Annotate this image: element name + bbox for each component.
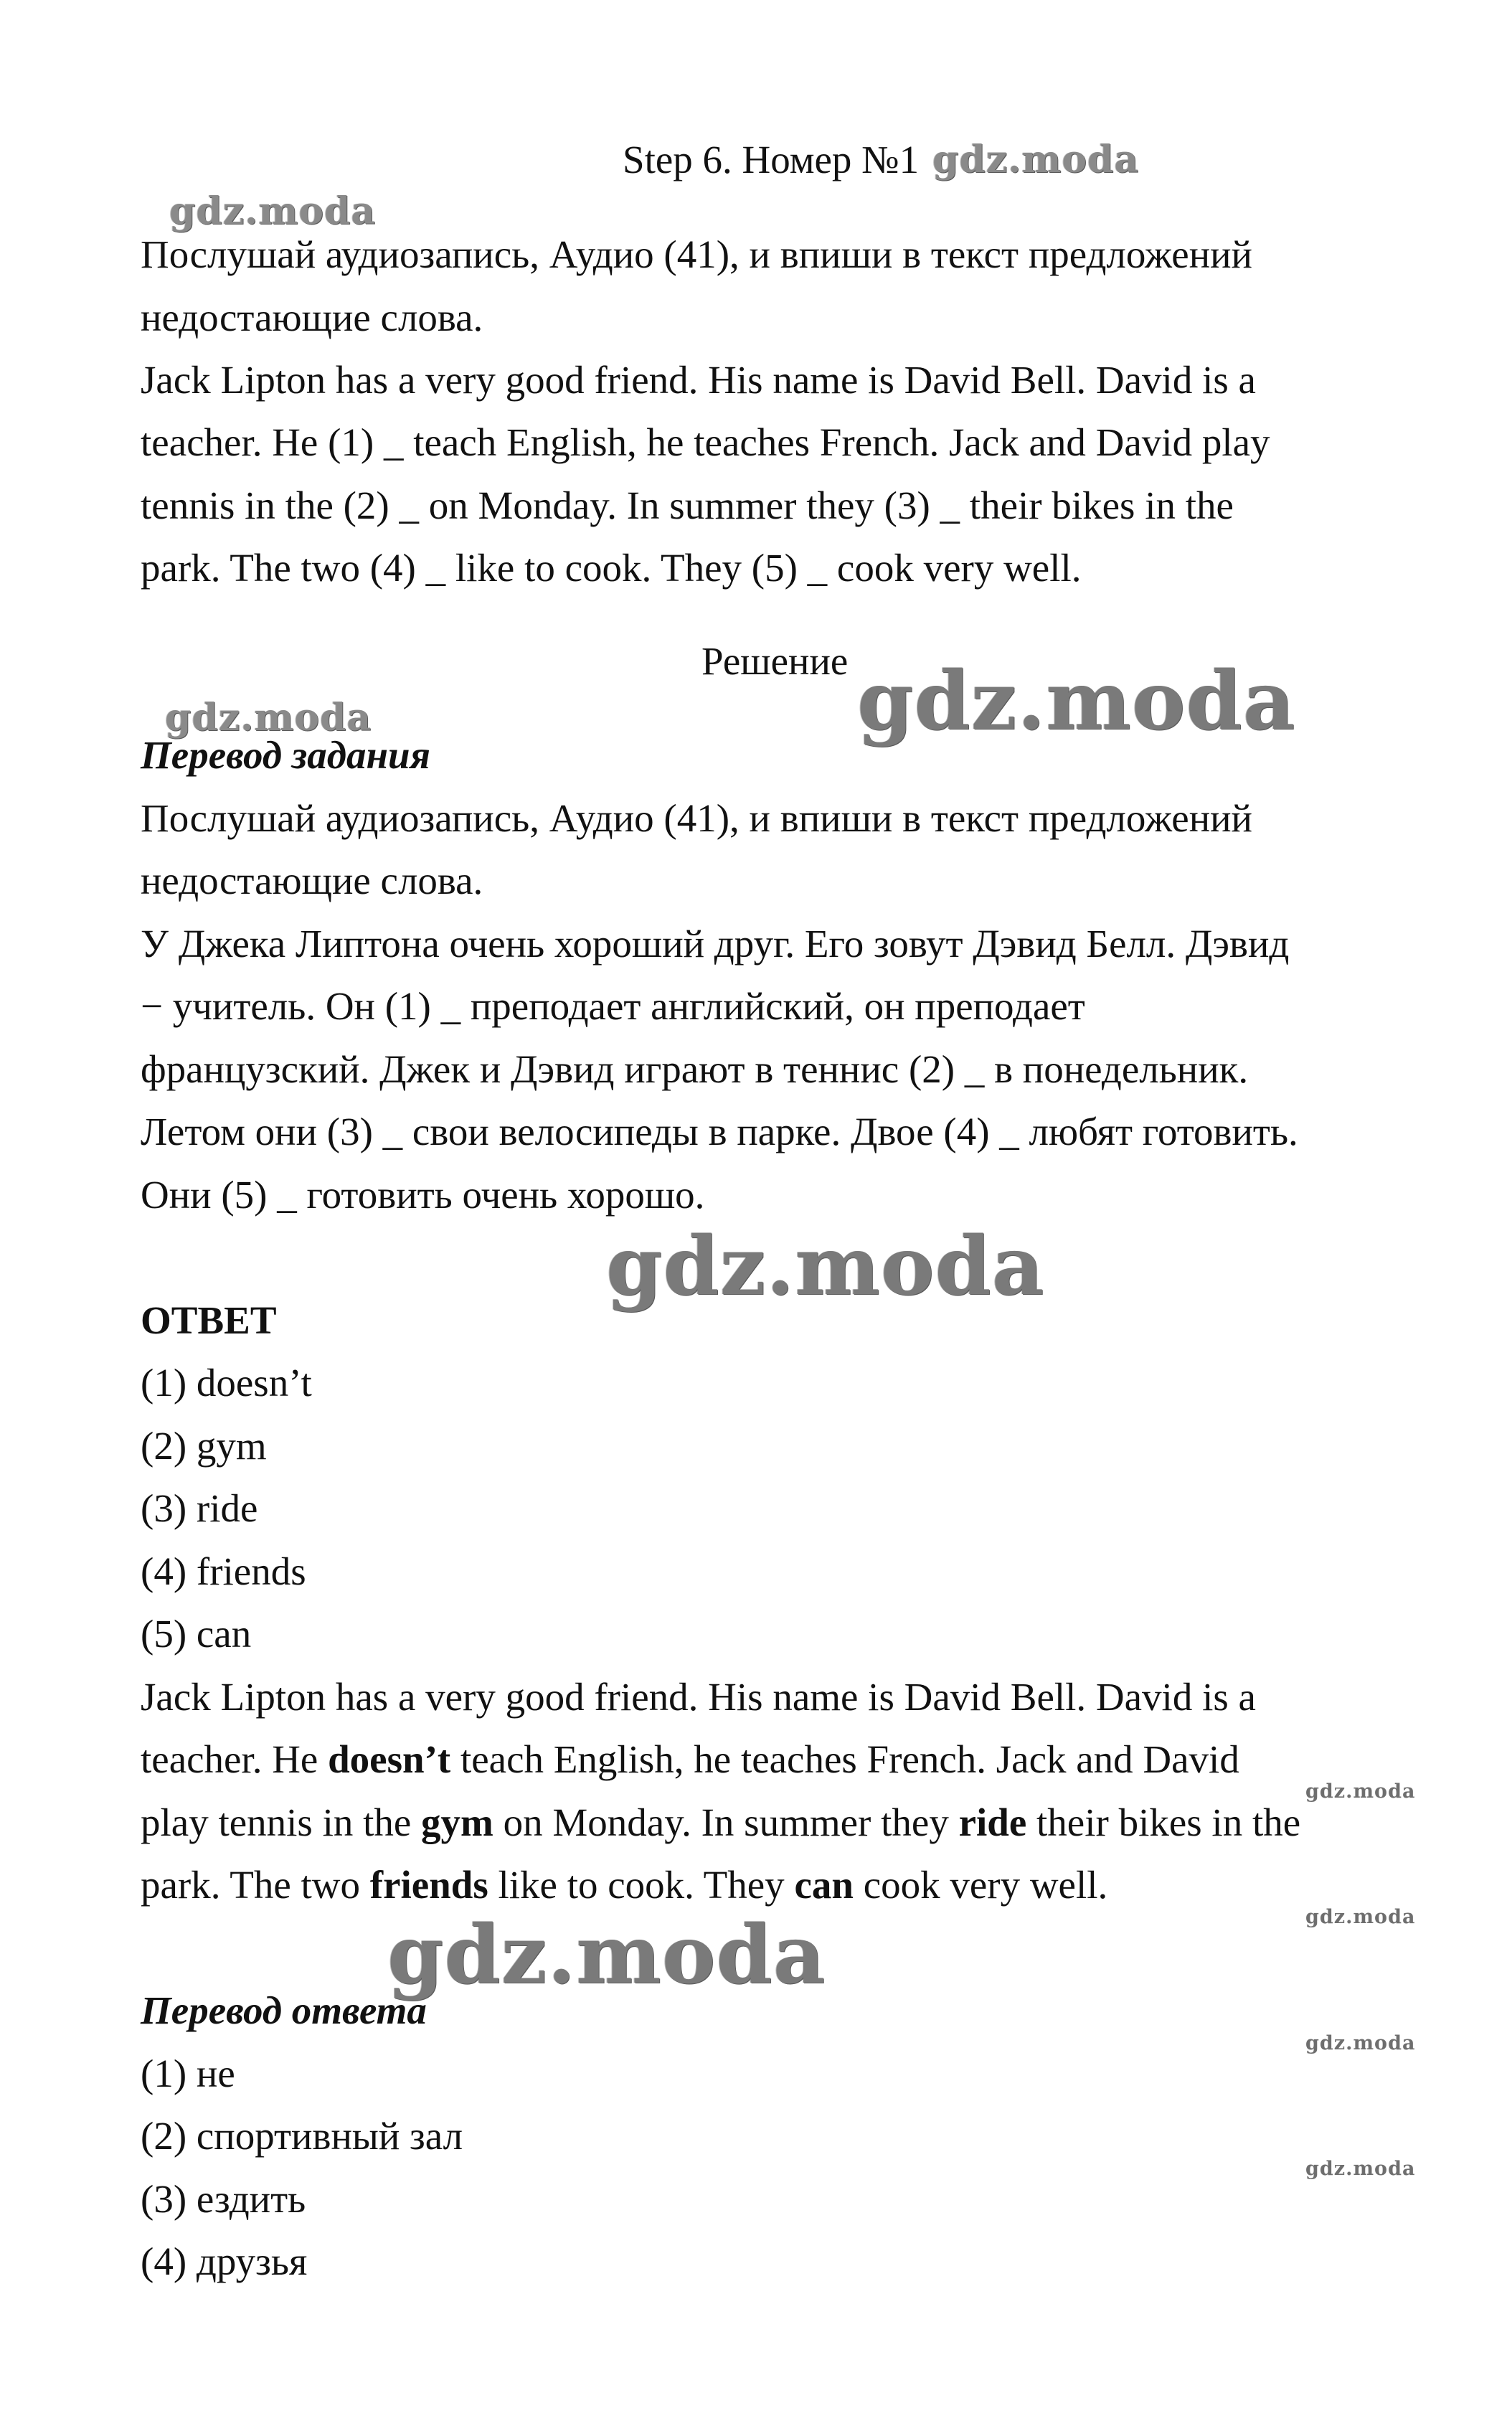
answer-translation-heading: Перевод ответа [141, 1988, 427, 2032]
answer-text-line-4 [141, 1861, 1107, 1909]
translation-line-3: У Джека Липтона очень хороший друг. Его зовут Дэвид Белл. Дэвид [141, 922, 1290, 966]
answer-highlight-5: can [794, 1863, 854, 1907]
task-text-line-1: Jack Lipton has a very good friend. His name is David Bell. David is a [141, 358, 1256, 402]
translation-line-6: Летом они (3) _ свои велосипеды в парке. Двое (4) _ любят готовить. [141, 1110, 1298, 1153]
answer-text-segment: on Monday. In summer they [493, 1800, 959, 1844]
answer-text-segment: like to cook. They [488, 1863, 795, 1907]
answer-text-line-1: Jack Lipton has a very good friend. His name is David Bell. David is a [141, 1675, 1256, 1719]
task-text-line-2: teacher. He (1) _ teach English, he teaches French. Jack and David play [141, 420, 1270, 464]
answer-heading: ОТВЕТ [141, 1298, 277, 1342]
answer-text-segment: cook very well. [853, 1863, 1108, 1907]
watermark: gdz.moda [169, 189, 377, 233]
watermark: gdz.moda [857, 654, 1296, 748]
answer-translation-item-3: (3) ездить [141, 2177, 306, 2221]
answer-text-segment: teach English, he teaches French. Jack and David [450, 1737, 1239, 1781]
watermark: gdz.moda [165, 696, 372, 740]
solution-label: Решение [701, 639, 849, 683]
watermark: gdz.moda [1305, 2032, 1416, 2054]
answer-text-segment: park. The two [141, 1863, 370, 1907]
answer-text-line-2 [141, 1736, 1239, 1783]
answer-highlight-2: gym [421, 1800, 493, 1844]
watermark: gdz.moda [932, 138, 1140, 181]
translation-line-2: недостающие слова. [141, 859, 483, 902]
answer-text-segment: play tennis in the [141, 1800, 422, 1844]
answer-item-5: (5) can [141, 1612, 252, 1656]
task-instruction-line-1: Послушай аудиозапись, Аудио (41), и впиши в текст предложений [141, 232, 1252, 276]
answer-translation-item-1: (1) не [141, 2052, 235, 2095]
answer-item-2: (2) gym [141, 1424, 267, 1468]
page-title [623, 136, 919, 184]
translation-heading: Перевод задания [141, 733, 430, 777]
answer-highlight-1: doesn’t [328, 1737, 451, 1781]
watermark: gdz.moda [1305, 1780, 1416, 1803]
watermark: gdz.moda [1305, 1906, 1416, 1928]
task-text-line-3: tennis in the (2) _ on Monday. In summer they (3) _ their bikes in the [141, 483, 1234, 527]
answer-translation-item-4: (4) друзья [141, 2239, 308, 2283]
task-text-line-4: park. The two (4) _ like to cook. They (5) _ cook very well. [141, 546, 1082, 590]
answer-text-segment: their bikes in the [1026, 1800, 1301, 1844]
answer-item-4: (4) friends [141, 1549, 306, 1593]
translation-line-7: Они (5) _ готовить очень хорошо. [141, 1173, 705, 1217]
translation-line-4: − учитель. Он (1) _ преподает английский, он преподает [141, 984, 1085, 1028]
watermark: gdz.moda [1305, 2158, 1416, 2180]
translation-line-1: Послушай аудиозапись, Аудио (41), и впиши в текст предложений [141, 796, 1252, 840]
answer-text-line-3 [141, 1799, 1300, 1846]
watermark: gdz.moda [606, 1219, 1045, 1313]
page-title-text: Step 6. Номер №1 [623, 138, 920, 181]
answer-item-3: (3) ride [141, 1486, 258, 1530]
answer-highlight-3: ride [958, 1800, 1027, 1844]
answer-item-1: (1) doesn’t [141, 1361, 312, 1405]
translation-line-5: французский. Джек и Дэвид играют в теннис (2) _ в понедельник. [141, 1047, 1249, 1091]
watermark: gdz.moda [387, 1908, 826, 2002]
answer-translation-item-2: (2) спортивный зал [141, 2114, 463, 2158]
answer-highlight-4: friends [369, 1863, 488, 1907]
task-instruction-line-2: недостающие слова. [141, 296, 483, 339]
answer-text-segment: teacher. He [141, 1737, 329, 1781]
